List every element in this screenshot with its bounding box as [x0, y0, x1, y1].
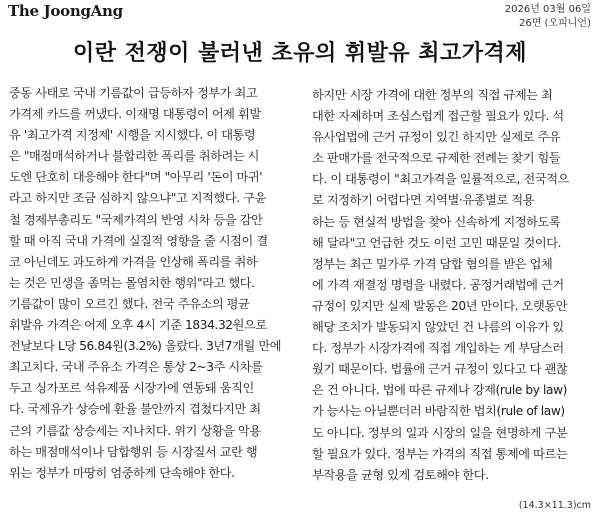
publication-meta [505, 3, 591, 31]
article-line: 에 가격 재결정 명령을 내렸다. 공정거래법에 근거 [312, 277, 564, 292]
article-line: 은 건 아니다. 법에 따른 규제나 강제(rule by law) [312, 383, 567, 398]
article-line: 가 능사는 아닐뿐더러 바람직한 법치(rule of law) [312, 404, 565, 419]
article-line: 위는 정부가 마땅히 엄중하게 단속해야 한다. [9, 465, 235, 480]
article-column-right [312, 85, 589, 486]
page-section: 26면 (오피니언) [518, 18, 591, 29]
article-line: 해당 조치가 발동되지 않았던 건 나름의 이유가 있 [312, 320, 564, 335]
article-line: 하는 매점매석이나 담합행위 등 시장질서 교란 행 [9, 444, 258, 459]
article-line: 두고 싱가포르 석유제품 시장가에 연동돼 움직인 [9, 381, 254, 396]
article-line: 로 지정하기 어렵다면 지역별·유종별로 적용 [312, 193, 535, 208]
article-line: 해 달라"고 언급한 것도 이런 고민 때문일 것이다. [312, 235, 562, 250]
article-line: 다. 이 대통령이 "최고가격을 일률적으로, 전국적으 [312, 172, 569, 187]
article-line: 는 것은 민생을 좀먹는 몰염치한 행위"라고 했다. [9, 275, 255, 290]
article-line: 기름값이 많이 오르긴 했다. 전국 주유소의 평균 [9, 296, 250, 311]
article-line: 부작용을 균형 있게 검토해야 한다. [312, 467, 489, 482]
article-line: 소 판매가를 전국적으로 규제한 전례는 찾기 힘들 [312, 151, 561, 166]
article-line: 웠기 때문이다. 법률에 근거 규정이 있다고 다 괜찮 [312, 362, 568, 377]
article-line: 유 '최고가격 지정제' 시행을 지시했다. 이 대통령 [9, 128, 256, 143]
article-line: 하지만 시장 가격에 대한 정부의 직접 규제는 최 [312, 88, 553, 102]
article-line: 대한 자제하며 조심스럽게 접근할 필요가 있다. 석 [312, 109, 564, 124]
article-line: 휘발유 가격은 어제 오후 4시 기준 1834.32원으로 [9, 318, 267, 333]
article-line: 다. 국제유가 상승에 환율 불안까지 겹쳤다지만 최 [9, 402, 261, 417]
clipping-size-note: (14.3×11.3)cm [518, 500, 591, 511]
article-line: 코 아닌데도 과도하게 가격을 인상해 폭리를 취하 [9, 254, 258, 269]
article-line: 정부는 최근 밀가루 가격 담합 혐의를 받은 업체 [312, 256, 553, 271]
newspaper-masthead: The JoongAng [8, 2, 123, 20]
article-line: 근의 기름값 상승세는 지나치다. 위기 상황을 악용 [9, 423, 261, 438]
article-line: 최고치다. 국내 주유소 가격은 통상 2~3주 시차를 [9, 360, 263, 375]
publication-date: 2026년 03월 06일 [504, 4, 591, 15]
article-line: 다. 정부가 시장가격에 직접 개입하는 게 부담스러 [312, 341, 564, 356]
article-line: 라고 하지만 조금 심하지 않으냐"고 지적했다. 구윤 [9, 191, 266, 206]
article-line: 할 때 아직 국내 가격에 실질적 영향을 줄 시점이 결 [9, 233, 268, 248]
article-line: 철 경제부총리도 "국제가격의 반영 시차 등을 감안 [9, 212, 263, 227]
article-line: 중동 사태로 국내 기름값이 급등하자 정부가 최고 [9, 86, 258, 100]
article-line: 하는 등 현실적 방법을 찾아 신속하게 지정하도록 [312, 214, 561, 229]
article-line: 규정이 있지만 실제 발동은 20년 만이다. 오랫동안 [312, 298, 568, 313]
article-line: 도 아니다. 정부의 일과 시장의 일을 현명하게 구분 [312, 425, 568, 440]
article-line: 은 "매점매석하거나 불합리한 폭리를 취하려는 시 [9, 149, 260, 164]
article-line: 전날보다 L당 56.84원(3.2%) 올랐다. 3년7개월 만에 [9, 339, 282, 354]
article-line: 가격제 카드를 꺼냈다. 이재명 대통령이 어제 휘발 [9, 107, 261, 122]
article-line: 도엔 단호히 대응해야 한다"며 "아무리 '돈이 마귀' [9, 170, 263, 185]
article-headline: 이란 전쟁이 불러낸 초유의 휘발유 최고가격제 [72, 41, 528, 66]
article-column-left [9, 83, 286, 484]
article-line: 할 필요가 있다. 정부는 가격의 직접 통제에 따르는 [312, 446, 568, 461]
article-line: 유사업법에 근거 규정이 있긴 하지만 실제로 주유 [312, 130, 561, 145]
